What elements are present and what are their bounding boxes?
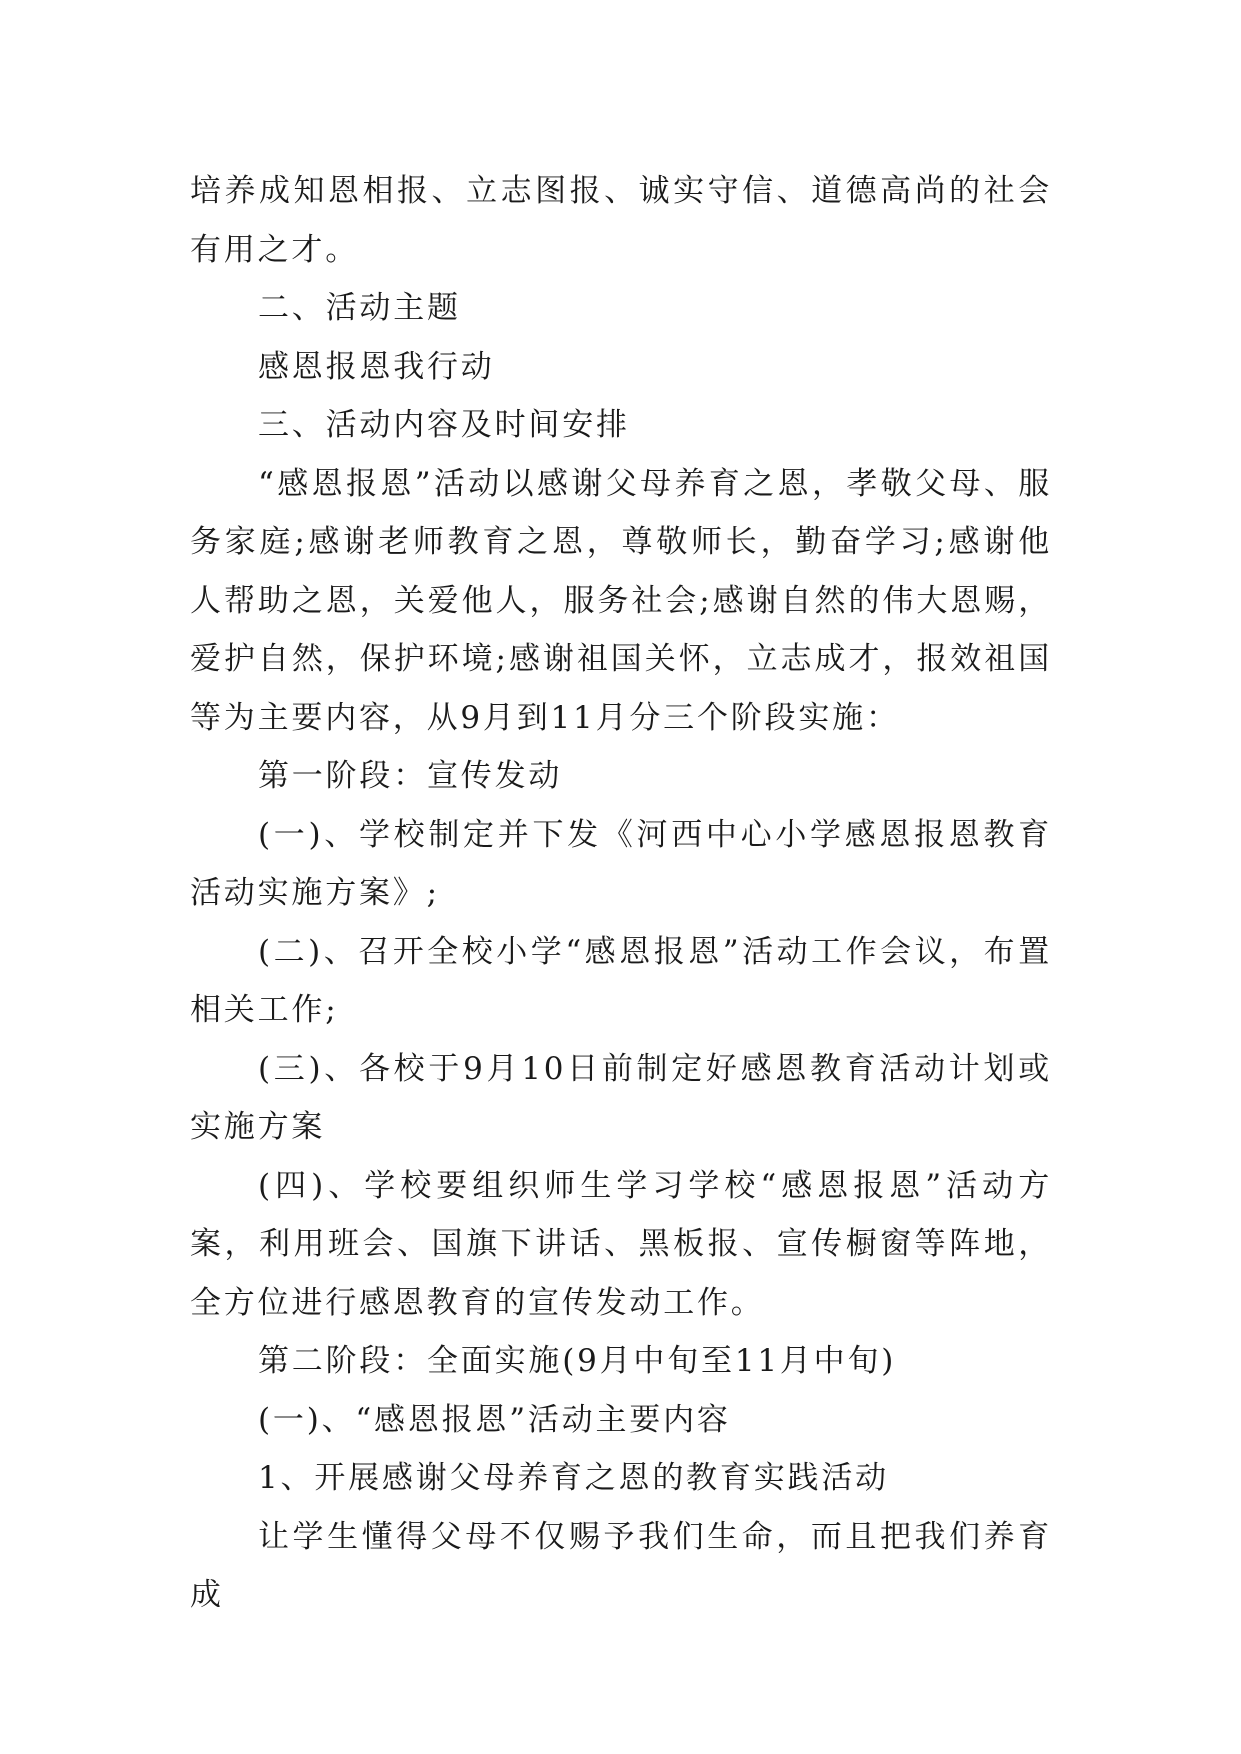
- paragraph-activity-text: 让学生懂得父母不仅赐予我们生命，而且把我们养育成: [190, 1518, 1052, 1613]
- stage-one-item-4: (四)、学校要组织师生学习学校“感恩报恩”活动方案，利用班会、国旗下讲话、黑板报、宣传橱窗等阵地，全方位进行感恩教育的宣传发动工作。: [190, 1167, 1052, 1321]
- stage-one-item-3: (三)、各校于9月10日前制定好感恩教育活动计划或实施方案: [190, 1050, 1052, 1145]
- section-heading-content: 三、活动内容及时间安排: [258, 407, 630, 443]
- section-heading-theme: 二、活动主题: [258, 290, 461, 326]
- stage-two-heading: 第二阶段：全面实施(9月中旬至11月中旬): [258, 1343, 897, 1379]
- stage-one-item-1: (一)、学校制定并下发《河西中心小学感恩报恩教育活动实施方案》;: [190, 816, 1052, 911]
- paragraph-continuation: 培养成知恩相报、立志图报、诚实守信、道德高尚的社会有用之才。: [190, 173, 1052, 268]
- stage-two-subheading: (一)、“感恩报恩”活动主要内容: [258, 1401, 731, 1438]
- stage-one-heading: 第一阶段：宣传发动: [258, 758, 563, 794]
- activity-item-1: 1、开展感谢父母养育之恩的教育实践活动: [258, 1460, 889, 1496]
- stage-one-item-2: (二)、召开全校小学“感恩报恩”活动工作会议，布置相关工作;: [190, 933, 1052, 1028]
- document-body: [190, 162, 1052, 1625]
- theme-text: 感恩报恩我行动: [258, 348, 495, 385]
- paragraph-content-intro: “感恩报恩”活动以感谢父母养育之恩，孝敬父母、服务家庭;感谢老师教育之恩，尊敬师长，勤奋学习;感谢他人帮助之恩，关爱他人，服务社会;感谢自然的伟大恩赐，爱护自然，保护环境;感谢祖国关怀，立志成才，报效祖国等为主要内容，从9月到11月分三个阶段实施：: [190, 465, 1052, 736]
